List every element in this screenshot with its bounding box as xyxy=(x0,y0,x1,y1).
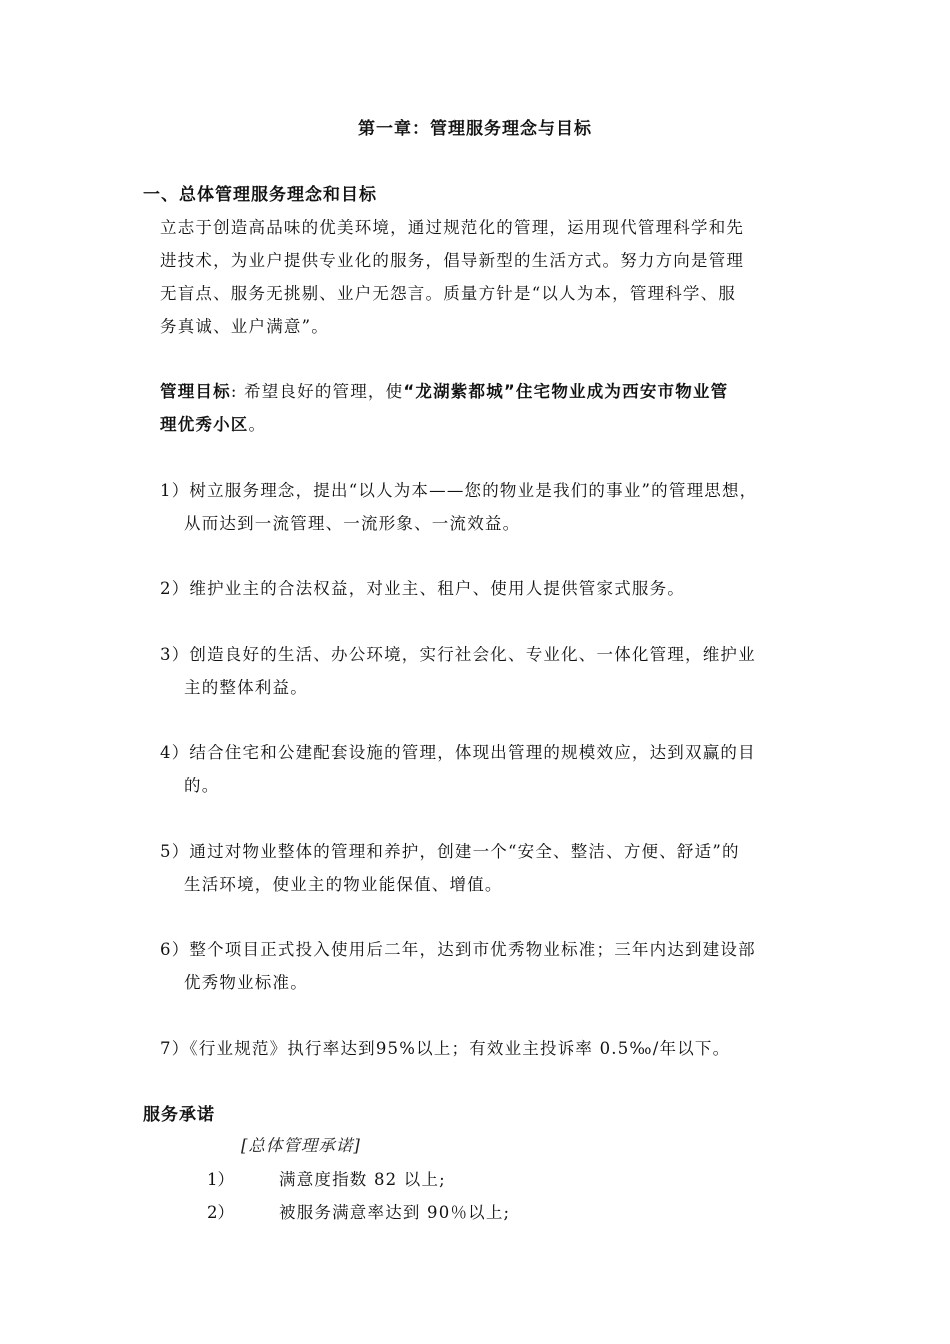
promise-item-text: 被服务满意率达到 90％以上; xyxy=(279,1203,511,1222)
paragraph-line: 进技术，为业户提供专业化的服务，倡导新型的生活方式。努力方向是管理 xyxy=(160,251,745,270)
management-goal-text: 希望良好的管理，使 xyxy=(244,382,404,401)
chapter-title: 第一章：管理服务理念与目标 xyxy=(358,119,592,139)
management-goal-emphasis-2: 理优秀小区 xyxy=(160,415,249,434)
management-goal-separator: : xyxy=(230,382,245,401)
list-item-continuation: 主的整体利益。 xyxy=(184,678,308,697)
service-promise-heading: 服务承诺 xyxy=(143,1105,215,1125)
management-goal-line-2 xyxy=(160,411,266,435)
list-item-continuation: 生活环境，使业主的物业能保值、增值。 xyxy=(184,875,503,894)
service-promise-subheading: [总体管理承诺] xyxy=(241,1136,361,1155)
promise-item-number: 1） xyxy=(207,1170,234,1189)
list-item: 3）创造良好的生活、办公环境，实行社会化、专业化、一体化管理，维护业 xyxy=(160,645,756,664)
list-item: 5）通过对物业整体的管理和养护，创建一个“安全、整洁、方便、舒适”的 xyxy=(160,842,740,861)
promise-item-number: 2） xyxy=(207,1203,234,1222)
paragraph-line: 务真诚、业户满意”。 xyxy=(160,317,329,336)
promise-item-text: 满意度指数 82 以上; xyxy=(279,1170,446,1189)
paragraph-line: 立志于创造高品味的优美环境，通过规范化的管理，运用现代管理科学和先 xyxy=(160,218,745,237)
management-goal-emphasis: “龙湖紫都城”住宅物业成为西安市物业管 xyxy=(403,382,729,401)
management-goal-label: 管理目标 xyxy=(160,382,231,401)
list-item: 2）维护业主的合法权益，对业主、租户、使用人提供管家式服务。 xyxy=(160,579,685,598)
list-item-continuation: 的。 xyxy=(184,776,220,795)
list-item-continuation: 优秀物业标准。 xyxy=(184,973,308,992)
section-heading: 一、总体管理服务理念和目标 xyxy=(143,185,377,205)
list-item: 1）树立服务理念，提出“以人为本——您的物业是我们的事业”的管理思想， xyxy=(160,481,758,500)
management-goal-line xyxy=(160,378,728,402)
list-item: 7）《行业规范》执行率达到95%以上；有效业主投诉率 0.5‰/年以下。 xyxy=(160,1039,731,1058)
list-item: 4）结合住宅和公建配套设施的管理，体现出管理的规模效应，达到双赢的目 xyxy=(160,743,756,762)
management-goal-end: 。 xyxy=(248,415,267,434)
list-item: 6）整个项目正式投入使用后二年，达到市优秀物业标准；三年内达到建设部 xyxy=(160,940,756,959)
list-item-continuation: 从而达到一流管理、一流形象、一流效益。 xyxy=(184,514,521,533)
paragraph-line: 无盲点、服务无挑剔、业户无怨言。质量方针是“以人为本，管理科学、服 xyxy=(160,284,737,303)
